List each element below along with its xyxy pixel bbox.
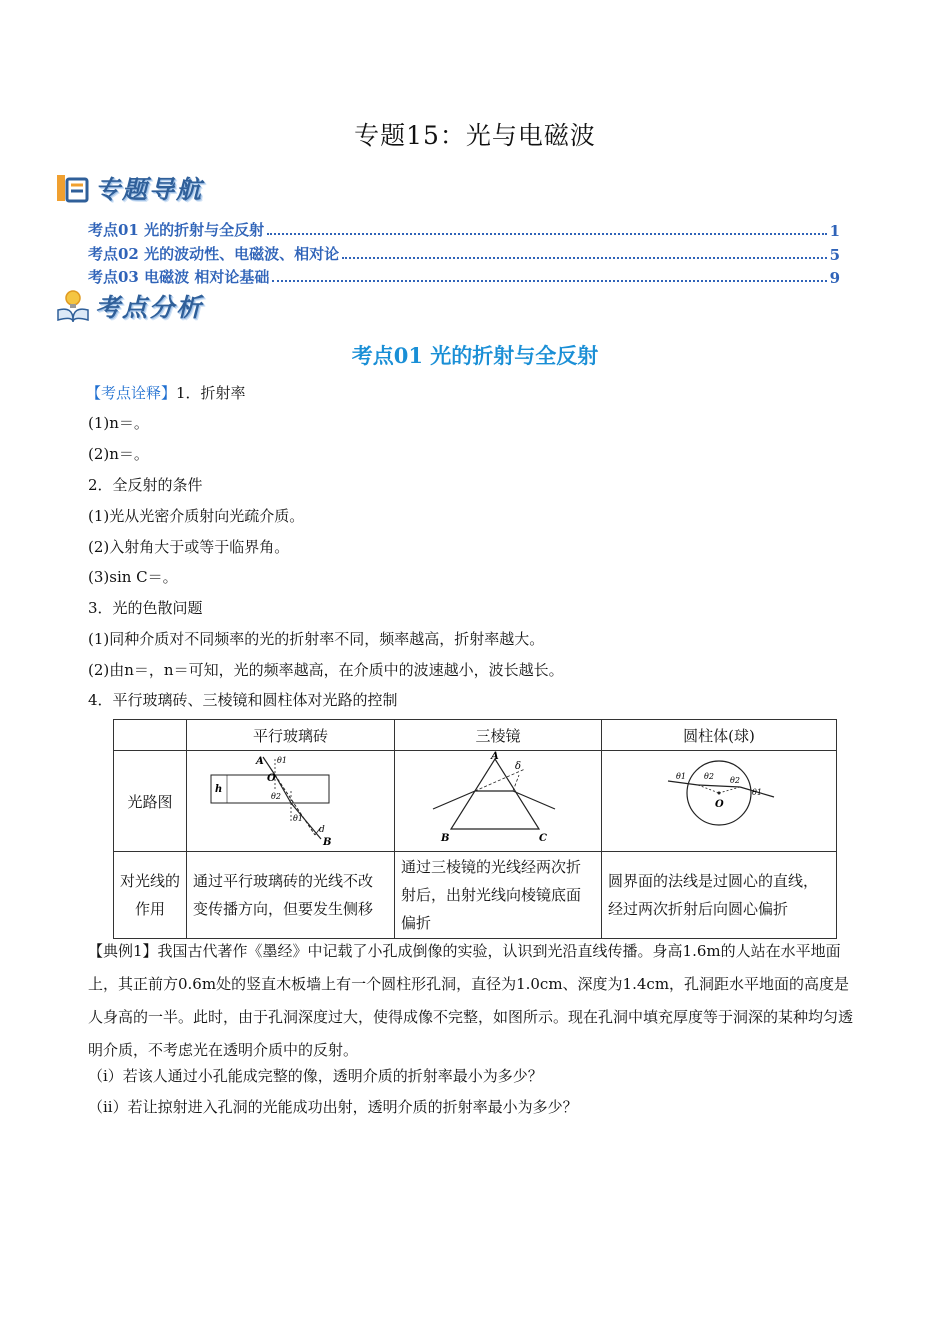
glass-slab-figure-cell	[187, 751, 395, 852]
table-header-cell: 平行玻璃砖	[187, 720, 395, 751]
nav-banner	[55, 168, 203, 208]
label-theta2: θ2	[703, 772, 714, 781]
example-label: 【典例1】	[88, 942, 158, 960]
row-label: 光路图	[114, 751, 187, 852]
table-header-row	[114, 720, 837, 751]
page-title: 专题15：光与电磁波	[354, 121, 596, 150]
table-cell: 通过平行玻璃砖的光线不改变传播方向，但要发生侧移	[187, 852, 395, 939]
notes-line: (1)同种介质对不同频率的光的折射率不同，频率越高，折射率越大。	[88, 630, 545, 648]
row-label: 对光线的作用	[114, 852, 187, 939]
toc-item-label: 考点03 电磁波 相对论基础	[88, 268, 270, 286]
glass-slab-diagram	[187, 751, 393, 847]
notes-line: (2)由n＝，n＝可知，光的频率越高，在介质中的波速越小，波长越长。	[88, 661, 564, 679]
label-theta2: θ2	[271, 792, 281, 801]
table-header-cell: 圆柱体(球)	[601, 720, 836, 751]
toc-leader	[342, 257, 826, 259]
label-a: A	[491, 751, 499, 762]
prism-diagram	[395, 751, 600, 847]
toc-leader	[272, 280, 826, 282]
table-header-cell	[114, 720, 187, 751]
question-1: （i）若该人通过小孔能成完整的像，透明介质的折射率最小为多少？	[88, 1067, 543, 1085]
table-header-cell: 三棱镜	[395, 720, 602, 751]
analysis-banner-label: 考点分析	[95, 293, 204, 322]
toc-item[interactable]	[88, 265, 840, 287]
label-theta2-out: θ2	[729, 776, 740, 785]
lightbulb-book-icon	[55, 288, 91, 324]
label-theta1: θ1	[277, 756, 287, 765]
table-cell: 圆界面的法线是过圆心的直线，经过两次折射后向圆心偏折	[601, 852, 836, 939]
label-theta1-out: θ1	[751, 788, 762, 797]
book-icon	[55, 171, 91, 205]
label-b: B	[441, 833, 450, 844]
notes-label: 【考点诠释】	[86, 384, 177, 402]
table-cell: 通过三棱镜的光线经两次折射后，出射光线向棱镜底面偏折	[395, 852, 602, 939]
section-title: 考点01 光的折射与全反射	[351, 343, 599, 368]
notes-line: 3．光的色散问题	[88, 599, 203, 617]
prism-figure-cell	[395, 751, 602, 852]
toc-item[interactable]	[88, 242, 840, 264]
notes-line: (1)n＝。	[88, 414, 149, 432]
notes-line: 1．折射率	[176, 384, 246, 402]
nav-banner-label: 专题导航	[95, 175, 204, 204]
toc-item-page: 9	[829, 269, 840, 287]
label-b: B	[323, 837, 332, 847]
label-delta: δ	[515, 761, 522, 772]
optics-table	[113, 719, 837, 939]
table-row	[114, 852, 837, 939]
toc-item-label: 考点02 光的波动性、电磁波、相对论	[88, 245, 340, 263]
label-theta1: θ1	[675, 772, 686, 781]
notes-line: 2．全反射的条件	[88, 476, 203, 494]
toc-item-page: 1	[829, 222, 840, 240]
cylinder-diagram	[602, 751, 835, 847]
analysis-banner	[55, 286, 203, 326]
label-h: h	[215, 784, 223, 795]
table-row	[114, 751, 837, 852]
toc-item-page: 5	[829, 246, 840, 264]
question-2: （ii）若让掠射进入孔洞的光能成功出射，透明介质的折射率最小为多少？	[88, 1098, 578, 1116]
notes-line: 4．平行玻璃砖、三棱镜和圆柱体对光路的控制	[88, 691, 398, 709]
notes-line: (2)入射角大于或等于临界角。	[88, 538, 290, 556]
notes-line: (3)sin C＝。	[88, 568, 178, 586]
toc-item[interactable]	[88, 218, 840, 240]
example-paragraph	[88, 935, 863, 1067]
label-c: C	[539, 833, 547, 844]
cylinder-figure-cell	[601, 751, 836, 852]
toc-leader	[267, 233, 826, 235]
notes-line: (2)n＝。	[88, 445, 149, 463]
toc-item-label: 考点01 光的折射与全反射	[88, 221, 265, 239]
label-o: O	[714, 799, 724, 810]
example-text: 我国古代著作《墨经》中记载了小孔成倒像的实验，认识到光沿直线传播。身高1.6m的人站在水平地面上，其正前方0.6m处的竖直木板墙上有一个圆柱形孔洞，直径为1.0cm、深度为1.4cm，孔洞距水平地面的高度是人身高的一半。此时，由于孔洞深度过大，使得成像不完整，如图所示。现在孔洞中填充厚度等于洞深的某种均匀透明介质，不考虑光在透明介质中的反射。	[88, 942, 854, 1059]
label-theta1-out: θ1	[293, 814, 303, 823]
notes-line: (1)光从光密介质射向光疏介质。	[88, 507, 305, 525]
notes-heading	[86, 383, 246, 403]
label-d: d	[319, 825, 325, 835]
label-o: O	[267, 773, 276, 784]
label-a: A	[256, 756, 264, 767]
